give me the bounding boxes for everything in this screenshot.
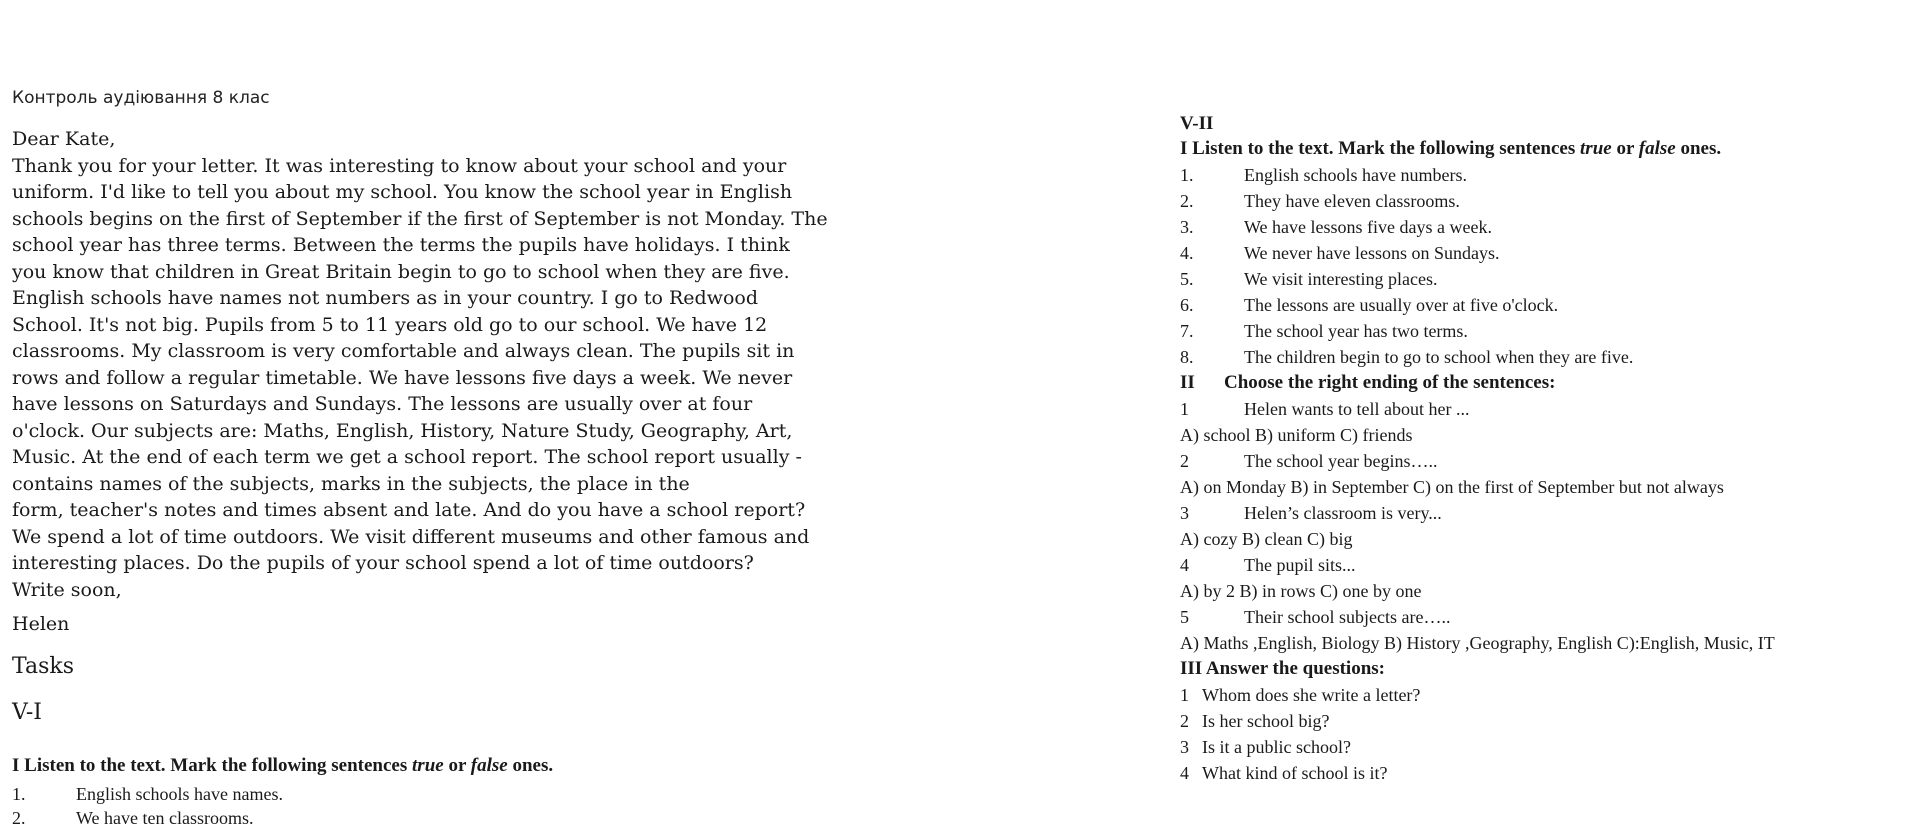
list-item — [12, 782, 553, 806]
list-item — [1180, 162, 1910, 188]
item-number: 2. — [12, 808, 26, 828]
variant-2-title: V-II — [1180, 113, 1214, 134]
question-text: Helen’s classroom is very... — [1244, 503, 1442, 523]
item-number: 4 — [1180, 763, 1189, 783]
heading-true: true — [412, 755, 444, 776]
list-item — [1180, 344, 1910, 370]
item-number: 5 — [1180, 607, 1189, 627]
choice-answers: A) school B) uniform C) friends — [1180, 425, 1413, 445]
letter-line: We spend a lot of time outdoors. We visit different museums and other famous and — [12, 525, 810, 548]
question-text: Their school subjects are….. — [1244, 607, 1451, 627]
list-item — [1180, 188, 1910, 214]
item-number: 2 — [1180, 711, 1189, 731]
letter-line: interesting places. Do the pupils of your school spend a lot of time outdoors? — [12, 552, 754, 574]
letter-line: School. It's not big. Pupils from 5 to 11 years old go to our school. We have 12 — [12, 313, 768, 336]
letter-line: English schools have names not numbers as in your country. I go to Redwood — [12, 287, 759, 309]
list-item — [1180, 214, 1910, 240]
heading-text: I Listen to the text. Mark the following sentences — [1180, 138, 1581, 159]
letter-line: have lessons on Saturdays and Sundays. The lessons are usually over at four — [12, 393, 753, 415]
list-item — [1180, 292, 1910, 318]
item-number: 3 — [1180, 503, 1189, 523]
question-item — [1180, 682, 1910, 708]
section-2-heading — [1180, 370, 1910, 396]
letter-body — [12, 153, 892, 604]
question-text: What kind of school is it? — [1202, 763, 1388, 783]
choice-answers: A) on Monday B) in September C) on the first of September but not always — [1180, 477, 1724, 497]
item-number: 6. — [1180, 295, 1194, 315]
item-number: 4. — [1180, 243, 1194, 263]
question-text: Whom does she write a letter? — [1202, 685, 1421, 705]
item-text: We have lessons five days a week. — [1244, 217, 1492, 237]
item-number: 1 — [1180, 685, 1189, 705]
heading-false: false — [1638, 138, 1676, 159]
true-false-list — [1180, 162, 1910, 370]
letter-line: you know that children in Great Britain begin to go to school when they are five. — [12, 260, 790, 283]
item-number: 3. — [1180, 217, 1194, 237]
letter-line: Thank you for your letter. It was interesting to know about your school and your — [12, 154, 787, 177]
letter-line: Music. At the end of each term we get a school report. The school report usually - — [12, 446, 802, 468]
item-number: 1. — [1180, 165, 1194, 185]
letter-line: classrooms. My classroom is very comfortable and always clean. The pupils sit in — [12, 340, 795, 362]
letter-line: uniform. I'd like to tell you about my school. You know the school year in English — [12, 181, 793, 203]
item-text: The school year has two terms. — [1244, 321, 1468, 341]
heading-end: ones. — [507, 755, 554, 776]
item-text: The children begin to go to school when they are five. — [1244, 347, 1634, 367]
section-2-title: Choose the right ending of the sentences: — [1224, 372, 1556, 393]
choice-question — [1180, 396, 1910, 422]
letter-line: form, teacher's notes and times absent and late. And do you have a school report? — [12, 499, 806, 521]
letter-line: o'clock. Our subjects are: Maths, English, History, Nature Study, Geography, Art, — [12, 419, 793, 442]
question-item — [1180, 760, 1910, 786]
questions-list — [1180, 682, 1910, 786]
heading-or: or — [1611, 138, 1639, 159]
heading-true: true — [1580, 138, 1612, 159]
heading-text: I Listen to the text. Mark the following sentences — [12, 755, 413, 776]
item-text: We have ten classrooms. — [76, 808, 254, 828]
heading-end: ones. — [1675, 138, 1722, 159]
question-text: Is it a public school? — [1202, 737, 1351, 757]
section-2-number: II — [1180, 372, 1195, 393]
item-number: 8. — [1180, 347, 1194, 367]
item-text: They have eleven classrooms. — [1244, 191, 1460, 211]
item-number: 3 — [1180, 737, 1189, 757]
choice-answers: A) Maths ,English, Biology B) History ,Geography, English C):English, Music, IT — [1180, 633, 1775, 653]
list-item — [1180, 266, 1910, 292]
choice-answers: A) cozy B) clean C) big — [1180, 529, 1353, 549]
page-header-title: Контроль аудіювання 8 клас — [12, 88, 270, 108]
choice-answers: A) by 2 B) in rows C) one by one — [1180, 581, 1422, 601]
letter-signature: Helen — [12, 613, 70, 635]
letter-line: rows and follow a regular timetable. We have lessons five days a week. We never — [12, 366, 793, 389]
item-text: We never have lessons on Sundays. — [1244, 243, 1500, 263]
item-number: 4 — [1180, 555, 1189, 575]
choice-question — [1180, 500, 1910, 526]
item-number: 2 — [1180, 451, 1189, 471]
tasks-title: Tasks — [12, 653, 74, 679]
item-text: We visit interesting places. — [1244, 269, 1438, 289]
item-text: English schools have names. — [76, 784, 283, 804]
choice-question — [1180, 604, 1910, 630]
letter-line: schools begins on the first of September if the first of September is not Monday. The — [12, 207, 828, 230]
letter-line: school year has three terms. Between the terms the pupils have holidays. I think — [12, 234, 790, 256]
variant-1-title: V-I — [12, 699, 42, 725]
question-text: Is her school big? — [1202, 711, 1330, 731]
variant-1-task-heading — [12, 754, 553, 778]
item-number: 7. — [1180, 321, 1194, 341]
heading-false: false — [470, 755, 508, 776]
list-item — [1180, 240, 1910, 266]
question-item — [1180, 734, 1910, 760]
choice-list — [1180, 396, 1910, 656]
question-text: The pupil sits... — [1244, 555, 1356, 575]
letter-line: Write soon, — [12, 578, 122, 601]
question-item — [1180, 708, 1910, 734]
choice-question — [1180, 448, 1910, 474]
heading-or: or — [443, 755, 471, 776]
choice-question — [1180, 552, 1910, 578]
section-3-heading: III Answer the questions: — [1180, 658, 1385, 679]
variant-2-task-heading — [1180, 136, 1910, 162]
list-item — [12, 806, 553, 830]
item-number: 2. — [1180, 191, 1194, 211]
item-text: The lessons are usually over at five o'clock. — [1244, 295, 1559, 315]
question-text: Helen wants to tell about her ... — [1244, 399, 1470, 419]
left-column — [12, 126, 892, 728]
item-number: 5. — [1180, 269, 1194, 289]
item-number: 1 — [1180, 399, 1189, 419]
letter-greeting: Dear Kate, — [12, 128, 116, 150]
right-column — [1180, 112, 1910, 786]
item-number: 1. — [12, 784, 26, 804]
question-text: The school year begins….. — [1244, 451, 1438, 471]
letter-line: contains names of the subjects, marks in the subjects, the place in the — [12, 472, 690, 495]
list-item — [1180, 318, 1910, 344]
item-text: English schools have numbers. — [1244, 165, 1467, 185]
